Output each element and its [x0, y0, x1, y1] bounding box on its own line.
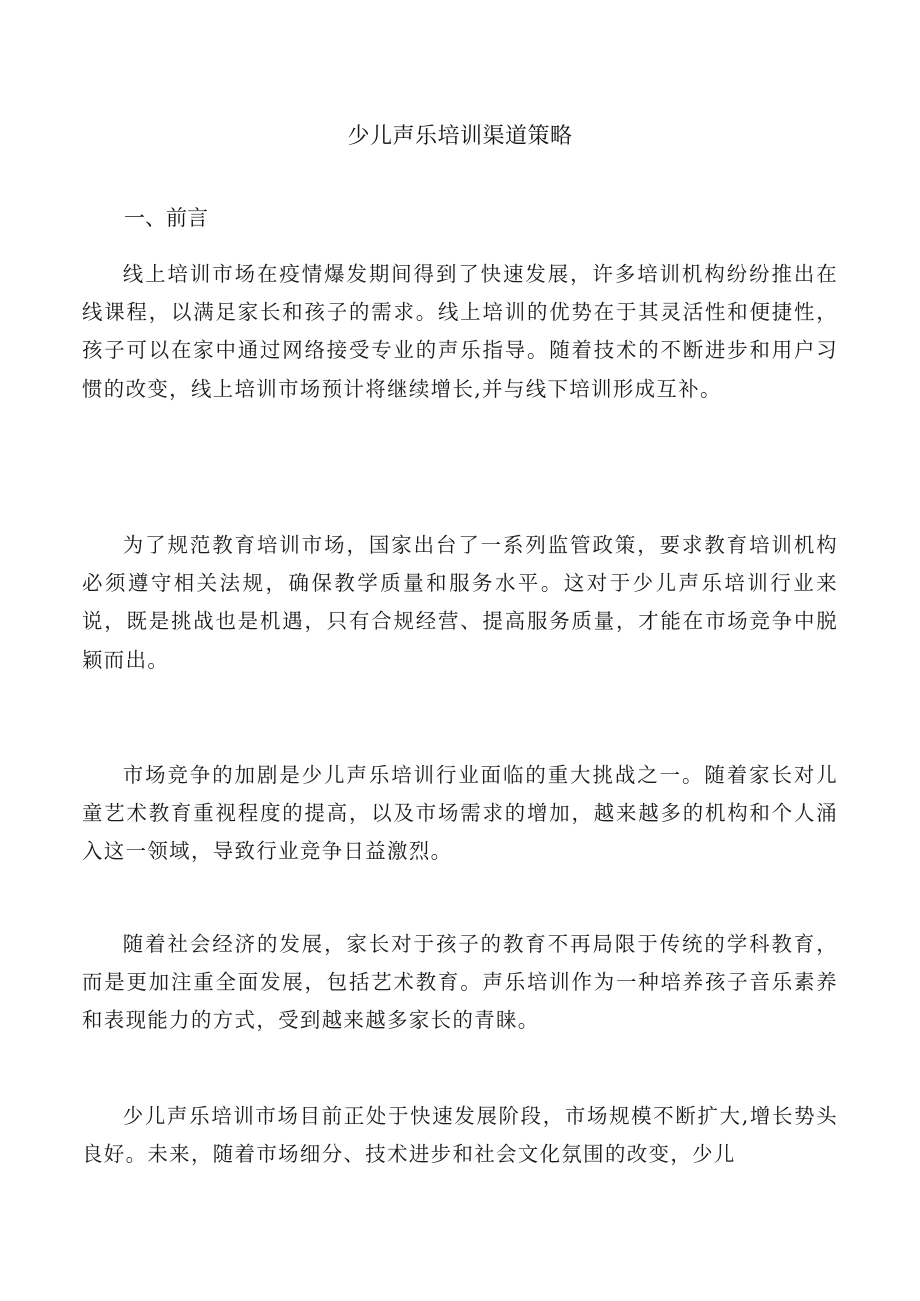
document-title: 少儿声乐培训渠道策略: [347, 124, 573, 149]
paragraph-3: 市场竞争的加剧是少儿声乐培训行业面临的重大挑战之一。随着家长对儿童艺术教育重视程度的提高，以及市场需求的增加，越来越多的机构和个人涌入这一领域，导致行业竞争日益激烈。: [82, 763, 838, 864]
paragraph-1: 线上培训市场在疫情爆发期间得到了快速发展，许多培训机构纷纷推出在线课程，以满足家长和孩子的需求。线上培训的优势在于其灵活性和便捷性，孩子可以在家中通过网络接受专业的声乐指导。随着技术的不断进步和用户习惯的改变，线上培训市场预计将继续增长,并与线下培训形成互补。: [82, 262, 838, 401]
paragraph-4: 随着社会经济的发展，家长对于孩子的教育不再局限于传统的学科教育，而是更加注重全面发展，包括艺术教育。声乐培训作为一种培养孩子音乐素养和表现能力的方式，受到越来越多家长的青睐。: [82, 932, 838, 1033]
section-heading: 一、前言: [124, 206, 208, 230]
paragraph-5: 少儿声乐培训市场目前正处于快速发展阶段，市场规模不断扩大,增长势头良好。未来，随着市场细分、技术进步和社会文化氛围的改变，少儿: [82, 1104, 838, 1167]
paragraph-2: 为了规范教育培训市场，国家出台了一系列监管政策，要求教育培训机构必须遵守相关法规，确保教学质量和服务水平。这对于少儿声乐培训行业来说，既是挑战也是机遇，只有合规经营、提高服务质量，才能在市场竞争中脱颖而出。: [82, 533, 838, 672]
